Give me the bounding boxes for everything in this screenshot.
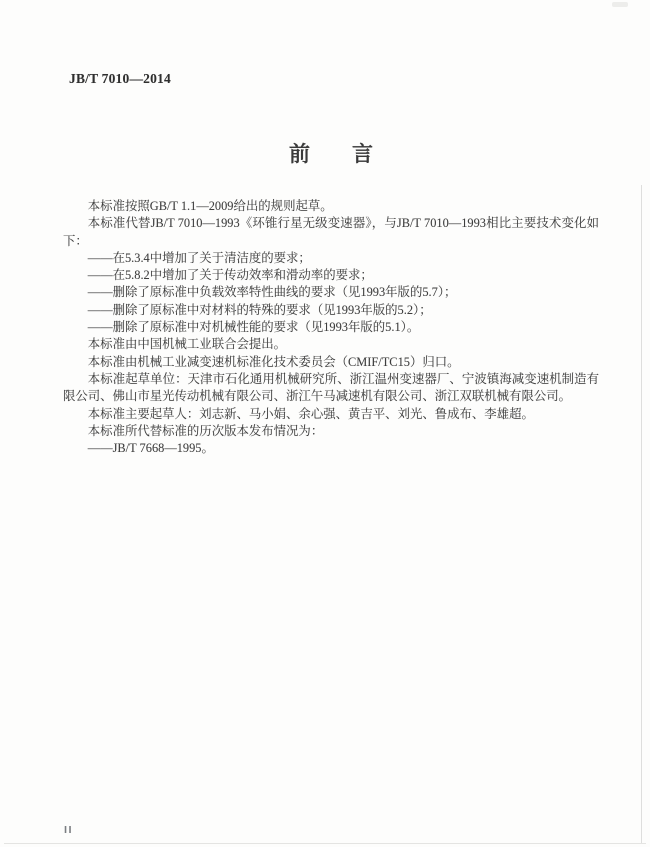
foreword-paragraph: 本标准按照GB/T 1.1—2009给出的规则起草。 xyxy=(87,199,333,213)
foreword-paragraph: ——在5.3.4中增加了关于清洁度的要求； xyxy=(87,250,311,265)
foreword-body xyxy=(63,198,599,457)
doc-number: JB/T 7010—2014 xyxy=(69,71,171,86)
foreword-paragraph: ——删除了原标准中对机械性能的要求（见1993年版的5.1）。 xyxy=(87,320,420,335)
foreword-paragraph: 本标准起草单位：天津市石化通用机械研究所、浙江温州变速器厂、宁波镇海减变速机制造有限公司、佛山市星光传动机械有限公司、浙江午马减速机有限公司、浙江双联机械有限公司。 xyxy=(63,371,599,404)
scan-smudge xyxy=(612,2,628,7)
page-number: II xyxy=(64,824,74,836)
scan-edge-right xyxy=(641,185,642,843)
page-title: 前 言 xyxy=(289,142,373,166)
scan-edge-bottom xyxy=(4,843,646,844)
foreword-paragraph: 本标准由中国机械工业联合会提出。 xyxy=(87,337,287,352)
foreword-paragraph: ——删除了原标准中负载效率特性曲线的要求（见1993年版的5.7）； xyxy=(87,285,457,300)
foreword-paragraph: 本标准主要起草人：刘志新、马小娟、余心强、黄吉平、刘光、鲁成布、李雄超。 xyxy=(87,406,534,421)
foreword-paragraph: 本标准由机械工业减变速机标准化技术委员会（CMIF/TC15）归口。 xyxy=(87,354,460,369)
foreword-paragraph: ——删除了原标准中对材料的特殊的要求（见1993年版的5.2）； xyxy=(87,302,432,317)
foreword-paragraph: ——JB/T 7668—1995。 xyxy=(87,441,214,456)
foreword-paragraph: 本标准代替JB/T 7010—1993《环锥行星无级变速器》，与JB/T 7010—1993相比主要技术变化如下： xyxy=(63,216,599,248)
foreword-paragraph: 本标准所代替标准的历次版本发布情况为： xyxy=(87,423,324,438)
foreword-paragraph: ——在5.8.2中增加了关于传动效率和滑动率的要求； xyxy=(87,268,373,283)
